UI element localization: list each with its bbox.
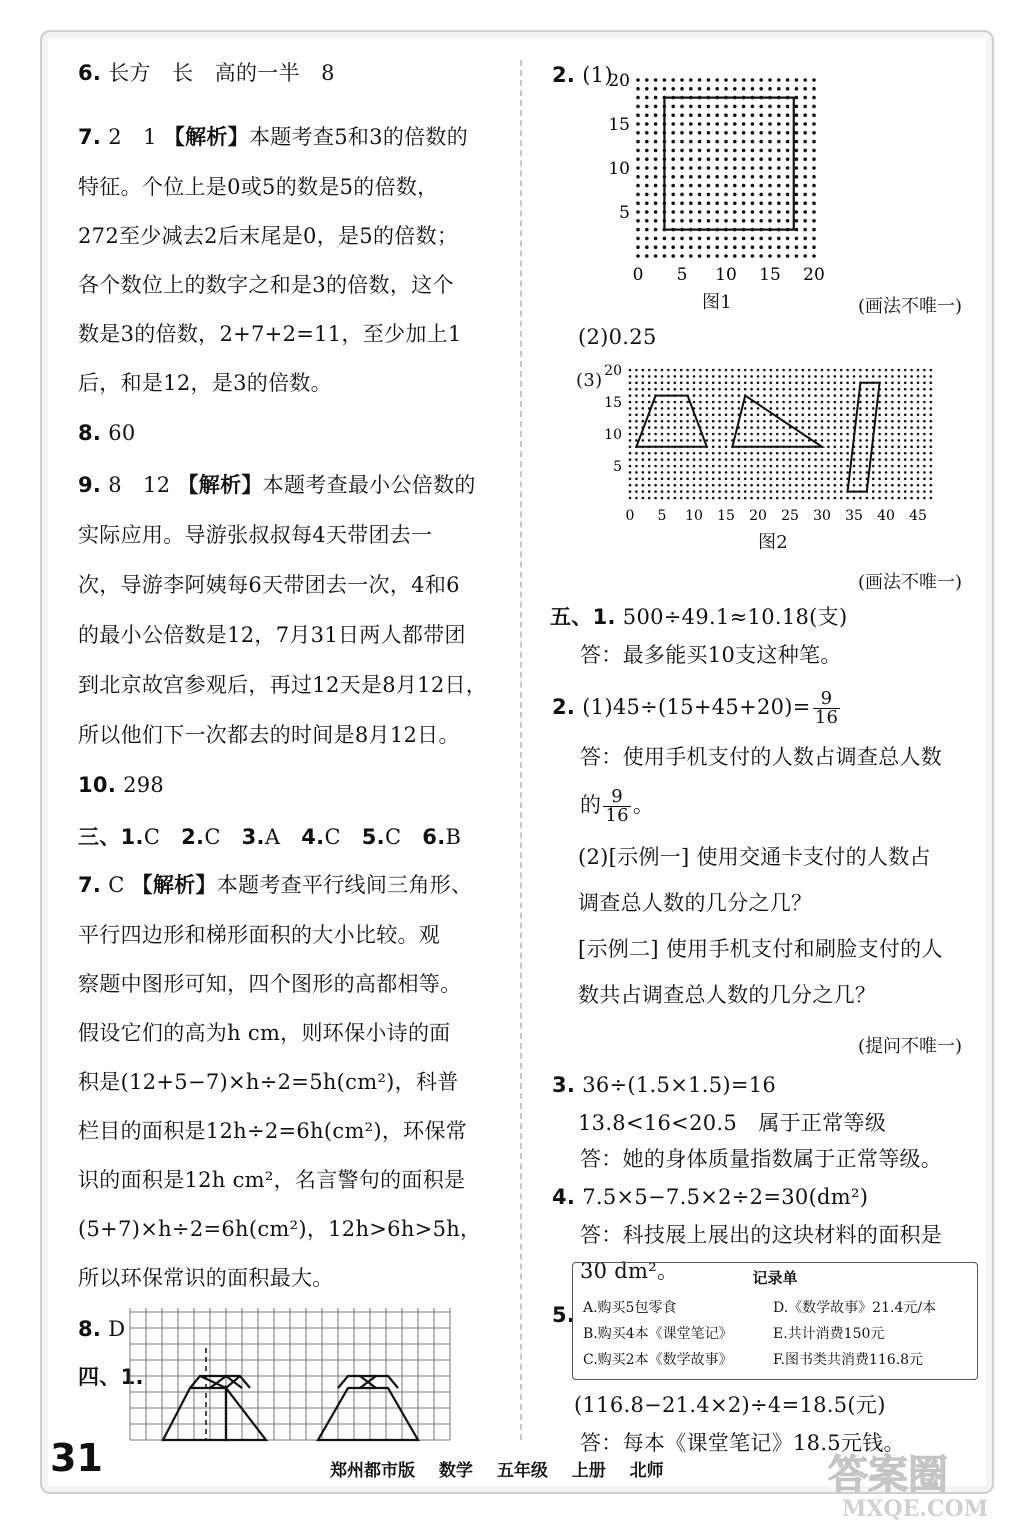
section-3-answer-8: 8. D (78, 1317, 126, 1341)
record-title: 记录单 (752, 1269, 798, 1287)
section-5-answer-3: 3. 36÷(1.5×1.5)=16 (552, 1073, 777, 1097)
text-line: 272至少减去2后末尾是0，是5的倍数； (78, 224, 459, 248)
square-shape (664, 98, 793, 230)
text-line: 假设它们的高为h cm，则环保小诗的面 (78, 1021, 451, 1045)
x-tick-label: 5 (657, 508, 667, 524)
text-line: 察题中图形可知，四个图形的高都相等。 (78, 972, 462, 996)
x-tick-label: 15 (759, 265, 781, 285)
x-tick-label: 0 (625, 508, 635, 524)
text-line: 次，导游李阿姨每6天带团去一次，4和6 (78, 573, 460, 597)
text-line: 栏目的面积是12h÷2=6h(cm²)，环保常 (78, 1119, 468, 1143)
text-line: 数共占调查总人数的几分之几？ (578, 983, 877, 1007)
text-line: 平行四边形和梯形面积的大小比较。观 (78, 923, 441, 947)
text-line: 答：每本《课堂笔记》18.5元钱。 (580, 1431, 905, 1455)
section-3-answers: 三、1.C 2.C 3.A 4.C 5.C 6.B (78, 825, 462, 849)
x-tick-label: 35 (845, 508, 863, 524)
y-tick-label: 20 (604, 363, 622, 379)
text-line: 积是(12+5−7)×h÷2=5h(cm²)，科普 (78, 1070, 459, 1094)
page-number: 31 (50, 1436, 103, 1480)
y-tick-label: 5 (619, 203, 630, 223)
y-tick-label: 15 (604, 395, 622, 411)
book-info: 郑州都市版 数学 五年级 上册 北师 (330, 1461, 664, 1481)
text-line: 各个数位上的数字之和是3的倍数，这个 (78, 273, 454, 297)
text-line: 答：科技展上展出的这块材料的面积是 (580, 1223, 943, 1247)
record-item-c: C.购买2本《数学故事》 (583, 1352, 733, 1368)
y-tick-label: 5 (613, 459, 622, 475)
y-tick-label: 20 (608, 71, 630, 91)
x-tick-label: 10 (685, 508, 703, 524)
section-3-answer-7: 7. C 【解析】本题考查平行线间三角形、 (78, 872, 473, 897)
x-tick-label: 0 (632, 265, 644, 285)
x-tick-label: 40 (877, 508, 895, 524)
text-line: 数是3的倍数，2+7+2=11，至少加上1 (78, 322, 462, 346)
text-line: 识的面积是12h cm²，名言警句的面积是 (78, 1168, 466, 1192)
x-tick-label: 45 (909, 508, 927, 524)
record-item-e: E.共计消费150元 (773, 1326, 885, 1342)
watermark-url: MXQE.COM (842, 1496, 989, 1522)
column-divider (520, 60, 522, 1440)
answer-10: 10. 298 (78, 773, 165, 797)
record-item-d: D.《数学故事》21.4元/本 (773, 1300, 937, 1316)
y-tick-label: 15 (608, 115, 630, 135)
x-tick-label: 20 (803, 265, 825, 285)
section-5-answer-4: 4. 7.5×5−7.5×2÷2=30(dm²) (552, 1185, 869, 1209)
answer-2-2: (2)0.25 (578, 325, 657, 349)
x-tick-label: 15 (717, 508, 735, 524)
section-5-answer-1: 五、1. 500÷49.1≈10.18(支) (550, 605, 848, 629)
text-line: 到北京故宫参观后，再过12天是8月12日， (78, 673, 488, 697)
x-tick-label: 20 (749, 508, 767, 524)
fraction: $\frac{9}{16}$ (814, 688, 839, 728)
y-tick-label: 10 (604, 427, 622, 443)
x-tick-label: 30 (813, 508, 831, 524)
section-4-answer-1: 四、1. (78, 1365, 144, 1389)
text-line: 答：使用手机支付的人数占调查总人数 (580, 745, 943, 769)
record-sheet (572, 1262, 978, 1380)
fraction: $\frac{9}{16}$ (605, 786, 629, 826)
text-line: 30 dm²。 (580, 1259, 679, 1283)
figure-2-dot-grid (604, 358, 984, 524)
left-trapezoid-right (226, 1388, 266, 1440)
right-trapezoid (318, 1388, 418, 1440)
answer-8: 8. 60 (78, 421, 136, 445)
text-line: 13.8<16<20.5 属于正常等级 (578, 1111, 887, 1135)
text-line: [示例二] 使用手机支付和刷脸支付的人 (578, 937, 943, 961)
text-line: 特征。个位上是0或5的数是5的倍数， (78, 175, 439, 199)
question-note: (提问不唯一) (857, 1036, 962, 1057)
figure-1-dot-grid (608, 66, 848, 286)
text-line: 后，和是12，是3的倍数。 (78, 371, 332, 395)
text-line: 答：她的身体质量指数属于正常等级。 (580, 1147, 943, 1171)
figure-1-note: (画法不唯一) (857, 296, 962, 317)
answer-2-1: 2. (1) (552, 63, 613, 87)
answer-2-3: (3) (576, 370, 603, 391)
answer-6: 6. 长方 长 高的一半 8 (78, 61, 335, 85)
x-tick-label: 25 (781, 508, 799, 524)
x-tick-label: 10 (715, 265, 737, 285)
text-line: 所以环保常识的面积最大。 (78, 1266, 334, 1290)
figure-2-caption: 图2 (758, 532, 789, 553)
text-line: 调查总人数的几分之几？ (578, 891, 813, 915)
section-5-answer-2: 2. (1)45÷(15+45+20)= $\frac{9}{16}$ (552, 688, 839, 728)
text-line: 答：最多能买10支这种笔。 (580, 643, 842, 667)
text-line: 实际应用。导游张叔叔每4天带团去一 (78, 523, 433, 547)
record-item-b: B.购买4本《课堂笔记》 (583, 1326, 733, 1342)
figure-1-caption: 图1 (702, 292, 733, 313)
trapezoid-shape (636, 396, 706, 447)
text-line: 所以他们下一次都去的时间是8月12日。 (78, 723, 460, 747)
parallelogram-shape (848, 383, 880, 492)
watermark-text: 答案圈 (828, 1451, 948, 1498)
figure-2-note: (画法不唯一) (857, 572, 962, 593)
record-item-a: A.购买5包零食 (583, 1300, 677, 1316)
section-5-answer-5: 5. (552, 1303, 576, 1327)
text-line: 的最小公倍数是12，7月31日两人都带团 (78, 623, 466, 647)
watermark-logo (820, 1442, 990, 1522)
answer-9: 9. 8 12 【解析】本题考查最小公倍数的 (78, 472, 476, 497)
y-tick-label: 10 (608, 159, 630, 179)
text-line: (116.8−21.4×2)÷4=18.5(元) (574, 1393, 886, 1417)
x-tick-label: 5 (676, 265, 688, 285)
symmetry-grid-figure (130, 1308, 452, 1440)
text-line: (2)[示例一] 使用交通卡支付的人数占 (578, 845, 931, 869)
text-line: 的 $\frac{9}{16}$ 。 (580, 786, 655, 826)
text-line: (5+7)×h÷2=6h(cm²)，12h>6h>5h， (78, 1217, 482, 1241)
answer-7: 7. 2 1 【解析】本题考查5和3的倍数的 (78, 124, 469, 149)
record-item-f: F.图书类共消费116.8元 (773, 1352, 924, 1368)
